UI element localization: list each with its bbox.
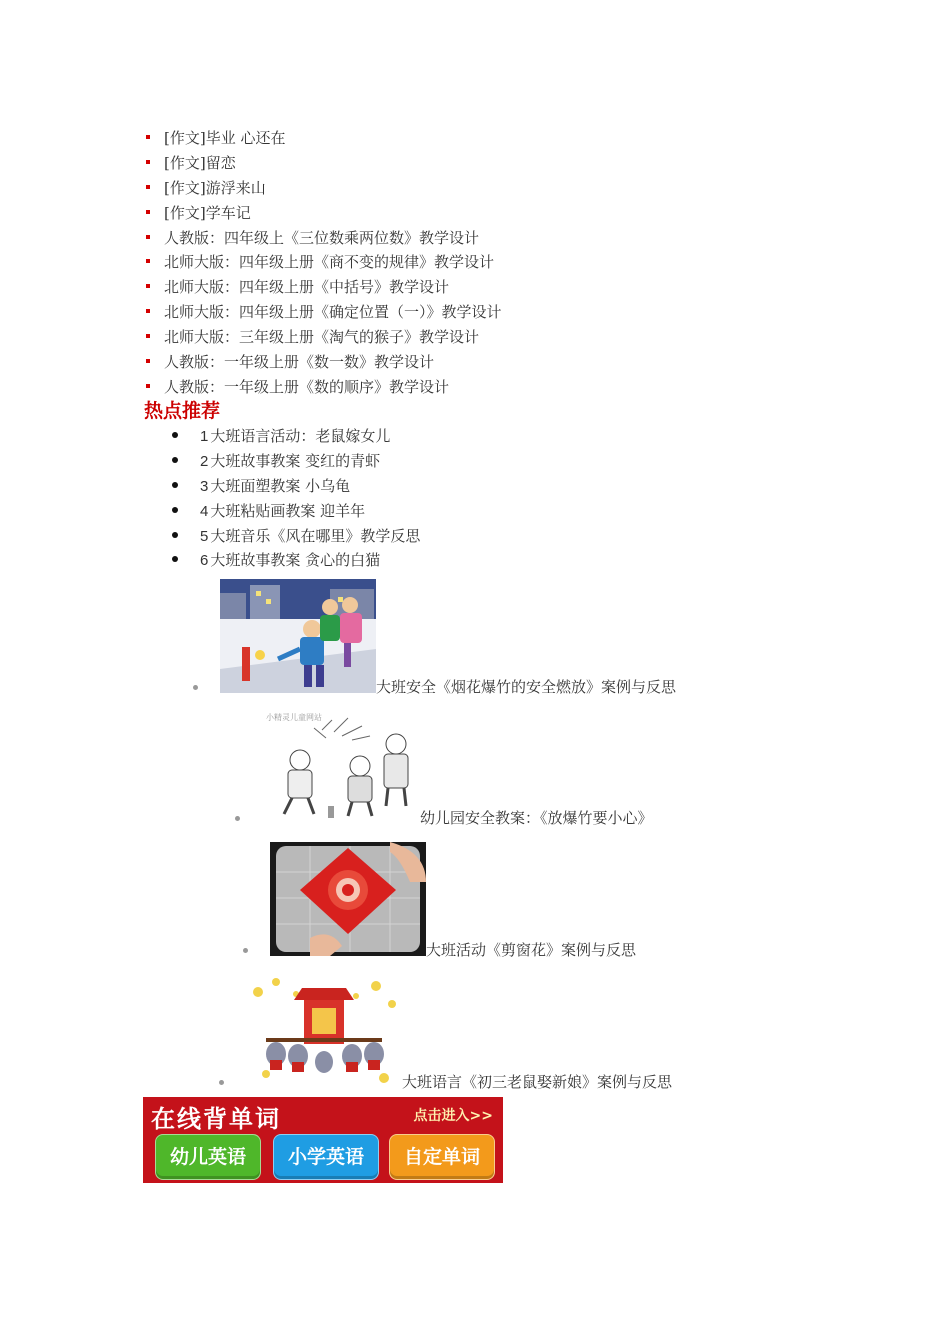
bullet-icon — [146, 259, 150, 263]
bullet-icon — [146, 135, 150, 139]
fireworks-image[interactable] — [220, 579, 376, 693]
hot-item-number: 4 — [200, 502, 209, 520]
hot-item[interactable] — [172, 499, 420, 524]
hot-item-text[interactable]: 大班语言活动：老鼠嫁女儿 — [210, 427, 391, 445]
related-link[interactable] — [146, 250, 502, 275]
bullet-icon — [146, 384, 150, 388]
related-link-text[interactable]: 北师大版：四年级上册《中括号》教学设计 — [164, 278, 450, 297]
picture-link-caption[interactable]: 大班语言《初三老鼠娶新娘》案例与反思 — [402, 1073, 673, 1091]
mouse-wedding-image[interactable] — [246, 974, 402, 1088]
custom-words-button[interactable]: 自定单词 — [389, 1134, 495, 1180]
related-link-text[interactable]: 人教版：一年级上册《数的顺序》教学设计 — [164, 377, 450, 396]
related-link[interactable] — [146, 350, 502, 375]
hot-item[interactable] — [172, 424, 420, 449]
related-link-text[interactable]: 北师大版：四年级上册《商不变的规律》教学设计 — [164, 253, 495, 272]
hot-item[interactable] — [172, 449, 420, 474]
related-link[interactable] — [146, 226, 502, 251]
bullet-icon — [146, 185, 150, 189]
bullet-icon — [146, 235, 150, 239]
hot-item-number: 6 — [200, 552, 209, 570]
related-link-text[interactable]: [作文]游浮来山 — [164, 178, 266, 197]
bullet-icon — [235, 816, 240, 821]
hot-item-text[interactable]: 大班故事教案 贪心的白猫 — [210, 551, 381, 570]
bullet-icon — [146, 334, 150, 338]
hot-item-number: 1 — [200, 428, 209, 445]
picture-link-caption[interactable]: 大班活动《剪窗花》案例与反思 — [426, 941, 637, 959]
bullet-icon — [172, 457, 178, 463]
hot-item[interactable] — [172, 524, 420, 549]
hot-item-text[interactable]: 大班音乐《风在哪里》教学反思 — [210, 526, 421, 545]
related-article-list — [146, 126, 502, 400]
related-link-text[interactable]: 人教版：四年级上《三位数乘两位数》教学设计 — [164, 228, 480, 247]
hot-item-text[interactable]: 大班故事教案 变红的青虾 — [210, 451, 381, 470]
banner-title: 在线背单词 — [151, 1105, 281, 1133]
bullet-icon — [172, 482, 178, 488]
hot-item-number: 5 — [200, 527, 209, 545]
vocabulary-banner[interactable] — [143, 1097, 503, 1183]
kids-english-button[interactable]: 幼儿英语 — [155, 1134, 261, 1180]
related-link-text[interactable]: 北师大版：四年级上册《确定位置（一）》教学设计 — [164, 303, 502, 322]
picture-link-caption[interactable]: 幼儿园安全教案：《放爆竹要小心》 — [420, 809, 653, 827]
related-link-text[interactable]: [作文]留恋 — [164, 153, 236, 172]
related-link[interactable] — [146, 300, 502, 325]
bullet-icon — [146, 210, 150, 214]
bullet-icon — [146, 284, 150, 288]
hot-item-number: 2 — [200, 452, 209, 470]
banner-enter-link[interactable]: 点击进入>> — [413, 1108, 493, 1124]
related-link-text[interactable]: 北师大版：三年级上册《淘气的猴子》教学设计 — [164, 328, 480, 347]
hot-item-number: 3 — [200, 477, 209, 495]
related-link[interactable] — [146, 151, 502, 176]
picture-link-caption[interactable]: 大班安全《烟花爆竹的安全燃放》案例与反思 — [376, 678, 677, 696]
hot-recommend-heading: 热点推荐 — [144, 400, 221, 422]
bullet-icon — [146, 359, 150, 363]
hot-item-text[interactable]: 大班粘贴画教案 迎羊年 — [210, 501, 366, 520]
related-link[interactable] — [146, 275, 502, 300]
related-link-text[interactable]: [作文]学车记 — [164, 203, 251, 222]
bullet-icon — [146, 160, 150, 164]
hot-item-text[interactable]: 大班面塑教案 小乌龟 — [210, 476, 351, 495]
bullet-icon — [219, 1080, 224, 1085]
hot-item[interactable] — [172, 474, 420, 499]
hot-item[interactable] — [172, 548, 420, 573]
bullet-icon — [172, 556, 178, 562]
primary-english-button[interactable]: 小学英语 — [273, 1134, 379, 1180]
related-link[interactable] — [146, 201, 502, 226]
related-link-text[interactable]: [作文]毕业 心还在 — [164, 129, 286, 147]
firecracker-image[interactable] — [262, 710, 418, 824]
related-link-text[interactable]: 人教版：一年级上册《数一数》教学设计 — [164, 353, 435, 372]
image-watermark: 小精灵儿童网站 — [266, 713, 322, 722]
related-link[interactable] — [146, 176, 502, 201]
related-link[interactable] — [146, 375, 502, 400]
bullet-icon — [172, 432, 178, 438]
related-link[interactable] — [146, 325, 502, 350]
hot-recommend-list — [172, 424, 420, 573]
bullet-icon — [193, 685, 198, 690]
related-link[interactable] — [146, 126, 502, 151]
bullet-icon — [172, 532, 178, 538]
bullet-icon — [243, 948, 248, 953]
bullet-icon — [146, 309, 150, 313]
paper-cut-image[interactable] — [270, 842, 426, 956]
bullet-icon — [172, 507, 178, 513]
